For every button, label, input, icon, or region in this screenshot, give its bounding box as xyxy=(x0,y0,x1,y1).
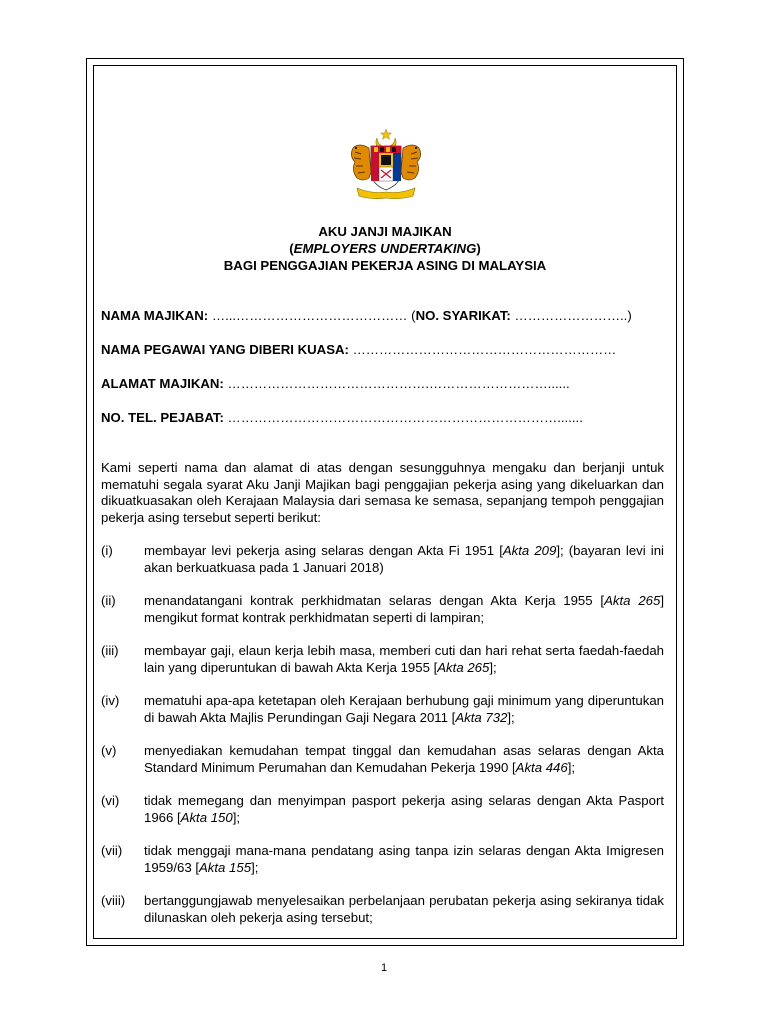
phone-field[interactable]: …………………………………………………………………....... xyxy=(227,410,583,425)
employer-name-row xyxy=(101,308,671,323)
list-item-text: tidak memegang dan menyimpan pasport pekerja asing selaras dengan Akta Pasport 1966 [Akta 150]; xyxy=(144,793,664,825)
address-row xyxy=(101,376,671,391)
list-item-text: bertanggungjawab menyelesaikan perbelanjaan perubatan pekerja asing sekiranya tidak dilunaskan oleh pekerja asing tersebut; xyxy=(144,893,664,925)
title-line-1: AKU JANJI MAJIKAN xyxy=(318,224,452,239)
officer-field[interactable]: …………………………………………………… xyxy=(352,342,617,357)
list-item-text: membayar gaji, elaun kerja lebih masa, memberi cuti dan hari rehat serta faedah-faedah lain yang diperuntukan di bawah Akta Kerja 1955 [Akta 265]; xyxy=(144,643,664,675)
list-item-number: (viii) xyxy=(101,893,126,908)
phone-row xyxy=(101,410,671,425)
intro-paragraph: Kami seperti nama dan alamat di atas dengan sesungguhnya mengaku dan berjanji untuk mematuhi segala syarat Aku Janji Majikan bagi penggajian pekerja asing yang dikeluarkan dan dikuatkuasakan oleh Kerajaan Malaysia dari semasa ke semasa, sepanjang tempoh penggajian pekerja asing tersebut seperti berikut: xyxy=(101,460,664,525)
company-no-field[interactable]: ……………………..) xyxy=(514,308,632,323)
company-no-label: NO. SYARIKAT: xyxy=(415,308,511,323)
list-item-number: (vi) xyxy=(101,793,120,808)
address-label: ALAMAT MAJIKAN: xyxy=(101,376,224,391)
list-item-number: (iv) xyxy=(101,693,120,708)
address-field[interactable]: ……………………………………….………………………...... xyxy=(227,376,570,391)
title-line-3: BAGI PENGGAJIAN PEKERJA ASING DI MALAYSIA xyxy=(223,258,547,273)
officer-label: NAMA PEGAWAI YANG DIBERI KUASA: xyxy=(101,342,349,357)
list-item-text: menyediakan kemudahan tempat tinggal dan kemudahan asas selaras dengan Akta Standard Minimum Perumahan dan Kemudahan Pekerja 1990 [Akta 446]; xyxy=(144,743,664,775)
title-english: EMPLOYERS UNDERTAKING xyxy=(293,241,477,256)
list-item-number: (ii) xyxy=(101,593,116,608)
list-item-number: (i) xyxy=(101,543,113,558)
list-item-text: tidak menggaji mana-mana pendatang asing tanpa izin selaras dengan Akta Imigresen 1959/63 [Akta 155]; xyxy=(144,843,664,875)
title-line-2: (EMPLOYERS UNDERTAKING) xyxy=(289,241,481,256)
list-item-text: menandatangani kontrak perkhidmatan selaras dengan Akta Kerja 1955 [Akta 265] mengikut format kontrak perkhidmatan seperti di lampiran; xyxy=(144,593,664,625)
page-number: 1 xyxy=(380,962,388,974)
coat-of-arms-icon xyxy=(343,128,429,200)
employer-name-label: NAMA MAJIKAN: xyxy=(101,308,209,323)
list-item-text: membayar levi pekerja asing selaras dengan Akta Fi 1951 [Akta 209]; (bayaran levi ini akan berkuatkuasa pada 1 Januari 2018) xyxy=(144,543,664,575)
list-item-text: mematuhi apa-apa ketetapan oleh Kerajaan berhubung gaji minimum yang diperuntukan di bawah Akta Majlis Perundingan Gaji Negara 2011 [Akta 732]; xyxy=(144,693,664,725)
employer-name-field[interactable]: …...………………………………… ( xyxy=(211,308,416,323)
list-item-number: (iii) xyxy=(101,643,119,658)
phone-label: NO. TEL. PEJABAT: xyxy=(101,410,224,425)
officer-row xyxy=(101,342,671,357)
list-item-number: (v) xyxy=(101,743,117,758)
list-item-number: (vii) xyxy=(101,843,123,858)
